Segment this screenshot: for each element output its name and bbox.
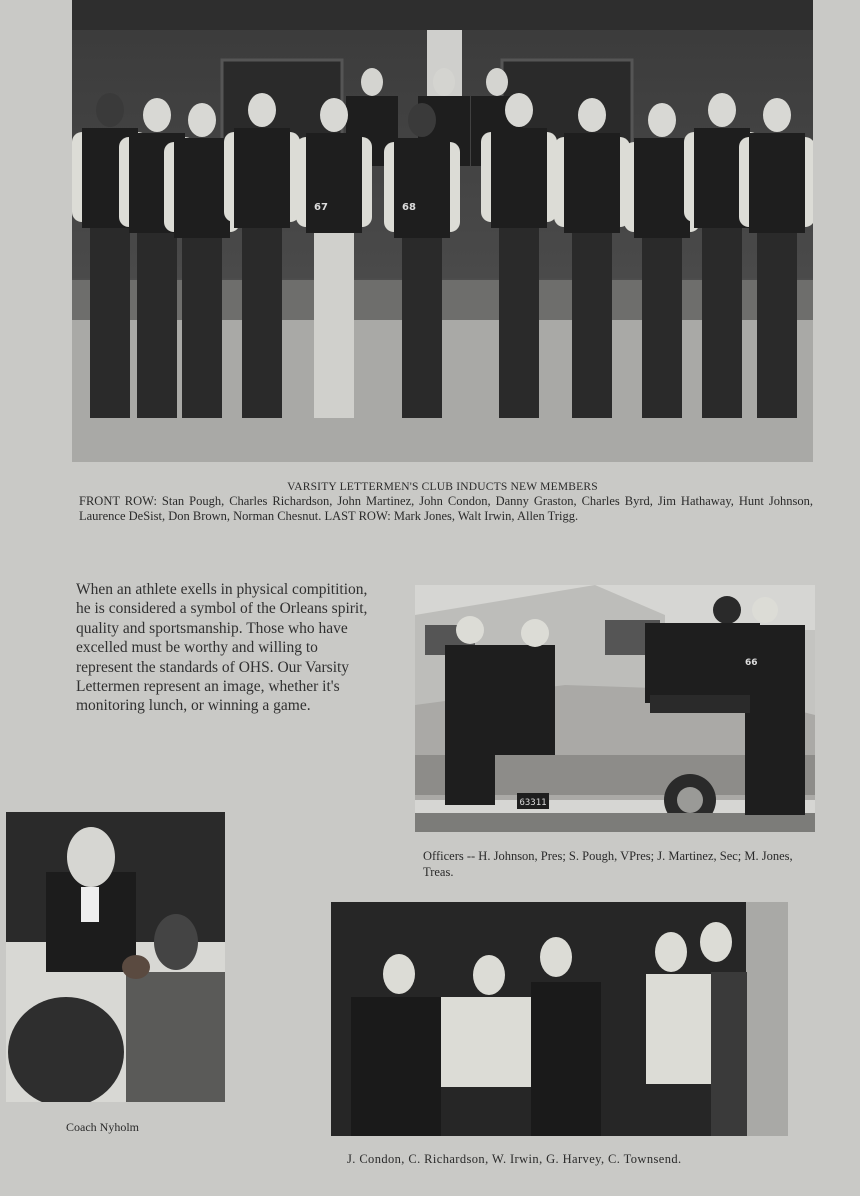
officers-photo [415,585,815,832]
front-row-head [708,93,736,127]
trousers [242,228,282,418]
officers-caption: Officers -- H. Johnson, Pres; S. Pough, VPres; J. Martinez, Sec; M. Jones, Treas. [423,849,793,879]
letter-jacket [634,138,690,238]
letter-jacket [306,133,362,233]
group-photo [331,902,788,1136]
front-row-head [248,93,276,127]
trousers [137,233,177,418]
letter-jacket [394,138,450,238]
front-row-head [648,103,676,137]
letter-jacket [564,133,620,233]
front-row-head [578,98,606,132]
trousers [90,228,130,418]
trousers [314,233,354,418]
letter-jacket [234,128,290,228]
trousers [499,228,539,418]
trousers [402,238,442,418]
officer-jersey-number: 66 [745,658,758,668]
feature-paragraph: When an athlete exells in physical compitition, he is considered a symbol of the Orleans spirit, quality and sportsmanship. Those who have excelled must be worthy and willing to represent the standards of OHS. Our Varsity Lettermen represent an image, whether it's monitoring lunch, or winning a game. [76,581,368,715]
front-row-head [763,98,791,132]
back-row-head [486,68,508,96]
letter-jacket [174,138,230,238]
front-row-head [188,103,216,137]
jersey-number: 67 [314,202,328,213]
front-row-head [96,93,124,127]
coach-caption: Coach Nyholm [66,1120,139,1134]
front-row-head [505,93,533,127]
team-photo-caption: FRONT ROW: Stan Pough, Charles Richardson, John Martinez, John Condon, Danny Graston, Charles Byrd, Jim Hathaway, Hunt Johnson, Laurence DeSist, Don Brown, Norman Chesnut. LAST ROW: Mark Jones, Walt Irwin, Allen Trigg. [79,494,813,523]
back-row-head [433,68,455,96]
back-row-head [361,68,383,96]
letter-jacket [491,128,547,228]
trousers [757,233,797,418]
front-row-head [143,98,171,132]
trousers [182,238,222,418]
trousers [702,228,742,418]
front-row-head [320,98,348,132]
trousers [642,238,682,418]
lettermen-team-photo [72,0,813,462]
letter-jacket [749,133,805,233]
jersey-number: 68 [402,202,416,213]
coach-photo [6,812,225,1102]
team-photo-title: VARSITY LETTERMEN'S CLUB INDUCTS NEW MEMBERS [287,481,598,493]
trousers [572,233,612,418]
group-caption: J. Condon, C. Richardson, W. Irwin, G. Harvey, C. Townsend. [347,1152,682,1166]
front-row-head [408,103,436,137]
license-plate-text: 63311 [519,798,547,808]
